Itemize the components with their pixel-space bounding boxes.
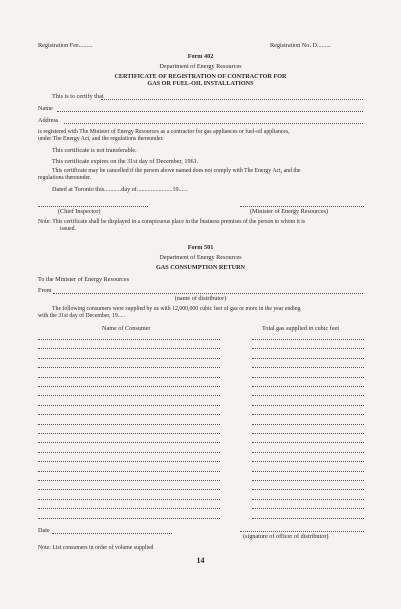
gas-total-line xyxy=(252,395,364,396)
gas-total-line xyxy=(252,480,364,481)
consumer-name-line xyxy=(38,508,220,509)
gas-total-line xyxy=(252,461,364,462)
gas-total-line xyxy=(252,367,364,368)
form-501-department: Department of Energy Resources xyxy=(159,254,242,261)
display-note-line1: Note: This certificate shall be displayed in a conspicuous place in the business premises of the person to whom it is xyxy=(38,219,306,225)
gas-total-line xyxy=(252,414,364,415)
registered-text-line1: is registered with The Minister of Energy Resources as a contractor for gas appliances or fuel-oil appliances, xyxy=(38,129,290,135)
consumer-name-line xyxy=(38,367,220,368)
registration-number: Registration No. D......... xyxy=(270,42,331,49)
consumer-name-line xyxy=(38,461,220,462)
gas-total-line xyxy=(252,518,364,519)
gas-total-line xyxy=(252,386,364,387)
signature-label: (signature of officer of distributor) xyxy=(243,533,329,540)
supplied-text-line2: with the 31st day of December, 19..... xyxy=(38,313,126,319)
name-line xyxy=(57,111,363,112)
consumer-name-line xyxy=(38,480,220,481)
supplied-text-line1: The following consumers were supplied by us with 12,000,000 cubic feet of gas or more in the year ending xyxy=(52,306,301,312)
consumer-name-line xyxy=(38,424,220,425)
date-label: Date xyxy=(38,527,50,534)
gas-total-line xyxy=(252,424,364,425)
form-402-number: Form 402 xyxy=(187,53,214,60)
consumer-name-line xyxy=(38,471,220,472)
gas-total-line xyxy=(252,433,364,434)
gas-total-line xyxy=(252,348,364,349)
consumer-name-line xyxy=(38,414,220,415)
gas-total-line xyxy=(252,377,364,378)
form-501-number: Form 501 xyxy=(187,244,214,251)
from-label: From xyxy=(38,287,52,294)
gas-consumption-title: GAS CONSUMPTION RETURN xyxy=(155,264,246,271)
certify-line xyxy=(101,99,363,100)
consumer-name-line xyxy=(38,452,220,453)
distributor-label: (name of distributor) xyxy=(174,295,227,302)
consumer-name-line xyxy=(38,377,220,378)
cancel-text-line2: regulations thereunder. xyxy=(38,175,92,181)
chief-inspector-line xyxy=(38,206,148,207)
gas-total-line xyxy=(252,471,364,472)
consumer-name-line xyxy=(38,499,220,500)
gas-total-line xyxy=(252,339,364,340)
date-line xyxy=(52,533,172,534)
consumer-name-line xyxy=(38,386,220,387)
not-transferable-text: This certificate is not transferable. xyxy=(52,147,137,154)
expires-text: This certificate expires on the 31st day of December, 1961. xyxy=(52,158,199,165)
volume-note: Note: List consumers in order of volume supplied xyxy=(38,545,154,551)
certify-text: This is to certify that xyxy=(52,93,104,100)
chief-inspector-label: (Chief Inspector) xyxy=(58,208,101,215)
total-gas-header: Total gas supplied in cubic feet xyxy=(262,325,340,332)
dated-text: Dated at Toronto this...........day of.......................19...... xyxy=(52,186,188,193)
consumer-name-line xyxy=(38,489,220,490)
gas-total-line xyxy=(252,358,364,359)
consumer-name-line xyxy=(38,348,220,349)
gas-total-line xyxy=(252,489,364,490)
form-402-department: Department of Energy Resources xyxy=(159,63,242,70)
gas-total-line xyxy=(252,452,364,453)
minister-line xyxy=(240,206,364,207)
consumer-name-line xyxy=(38,518,220,519)
consumer-name-line xyxy=(38,358,220,359)
consumer-name-line xyxy=(38,433,220,434)
address-line xyxy=(64,123,363,124)
from-line xyxy=(53,293,363,294)
consumer-name-header: Name of Consumer xyxy=(102,325,151,332)
gas-total-line xyxy=(252,508,364,509)
cancel-text-line1: This certificate may be cancelled if the person above named does not comply with The Energy Act, and the xyxy=(52,168,301,174)
certificate-title-line1: CERTIFICATE OF REGISTRATION OF CONTRACTOR FOR xyxy=(114,73,287,80)
certificate-title-line2: GAS OR FUEL-OIL INSTALLATIONS xyxy=(147,80,254,87)
gas-total-line xyxy=(252,405,364,406)
gas-total-line xyxy=(252,442,364,443)
signature-line xyxy=(240,531,364,532)
consumer-name-line xyxy=(38,442,220,443)
consumer-name-line xyxy=(38,405,220,406)
registered-text-line2: under The Energy Act, and the regulations thereunder. xyxy=(38,136,164,142)
display-note-line2: issued. xyxy=(60,226,76,232)
name-label: Name xyxy=(38,105,53,112)
to-minister-text: To the Minister of Energy Resources xyxy=(38,276,130,283)
page-number: 14 xyxy=(196,556,205,565)
minister-label: (Minister of Energy Resources) xyxy=(250,208,329,215)
consumer-name-line xyxy=(38,339,220,340)
gas-total-line xyxy=(252,499,364,500)
registration-fee: Registration Fee......... xyxy=(38,42,93,49)
consumer-name-line xyxy=(38,395,220,396)
address-label: Address xyxy=(38,117,59,124)
